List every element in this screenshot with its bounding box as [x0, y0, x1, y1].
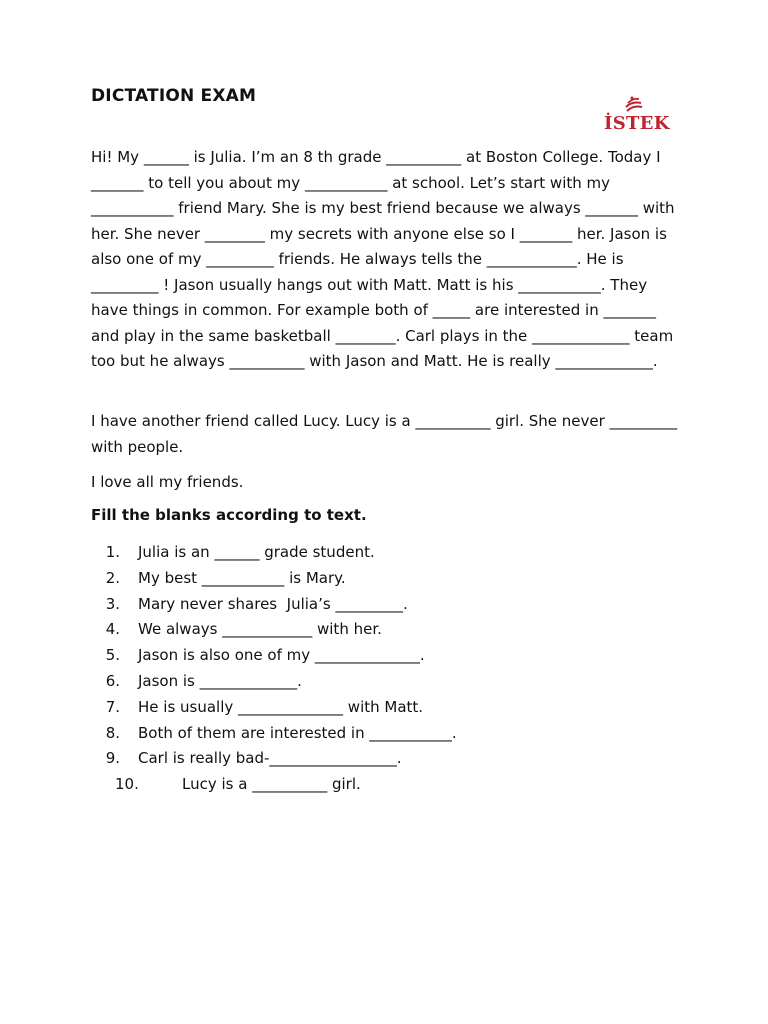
- question-number: 10.: [115, 775, 139, 794]
- question-text: We always ____________ with her.: [138, 620, 382, 639]
- question-number: 8.: [105, 723, 120, 742]
- question-number: 3.: [105, 594, 120, 613]
- question-item: [91, 669, 683, 695]
- question-item: [91, 592, 683, 618]
- dictation-paragraph-1: Hi! My ______ is Julia. I’m an 8 th grade __________ at Boston College. Today I _______ to tell you about my ___________ at school. Let’s start with my ___________ friend Mary. She is my best friend because we always _______ with her. She never ________ my secrets with anyone else so I _______ her. Jason is also one of my _________ friends. He always tells the ____________. He is _________ ! Jason usually hangs out with Matt. Matt is his ___________. They have things in common. For example both of _____ are interested in _______ and play in the same basketball ________. Carl plays in the _____________ team too but he always __________ with Jason and Matt. He is really _____________.: [91, 148, 675, 370]
- question-item: [91, 566, 683, 592]
- question-text: Jason is also one of my ______________.: [138, 646, 425, 665]
- flame-logo-icon: [618, 96, 648, 114]
- dictation-paragraph-3: I love all my friends.: [91, 473, 244, 491]
- question-list: [91, 540, 683, 798]
- question-text: Carl is really bad-_________________.: [138, 749, 402, 768]
- question-item: [91, 540, 683, 566]
- question-text: Jason is _____________.: [138, 671, 302, 690]
- question-text: He is usually ______________ with Matt.: [138, 697, 424, 716]
- question-text: My best ___________ is Mary.: [138, 568, 346, 587]
- question-text: Mary never shares Julia’s _________.: [138, 594, 408, 613]
- question-number: 6.: [105, 671, 120, 690]
- question-text: Both of them are interested in ___________.: [138, 723, 457, 742]
- question-number: 5.: [105, 646, 120, 665]
- question-number: 4.: [105, 620, 120, 639]
- question-item: [91, 721, 683, 747]
- question-number: 9.: [105, 749, 120, 768]
- istek-logo: [604, 96, 668, 138]
- question-item: [91, 617, 683, 643]
- question-text: Julia is an ______ grade student.: [138, 543, 375, 561]
- question-item: [91, 746, 683, 772]
- question-number: 2.: [105, 568, 120, 587]
- question-item: [91, 643, 683, 669]
- page-title: DICTATION EXAM: [91, 86, 257, 106]
- question-text: Lucy is a __________ girl.: [182, 775, 361, 794]
- question-number: 1.: [105, 543, 120, 561]
- question-item: [91, 772, 683, 798]
- question-number: 7.: [105, 697, 120, 716]
- logo-text: İSTEK: [604, 113, 670, 134]
- question-item: [91, 695, 683, 721]
- dictation-paragraph-2: I have another friend called Lucy. Lucy is a __________ girl. She never _________ with people.: [91, 412, 678, 456]
- instruction-heading: Fill the blanks according to text.: [91, 506, 367, 524]
